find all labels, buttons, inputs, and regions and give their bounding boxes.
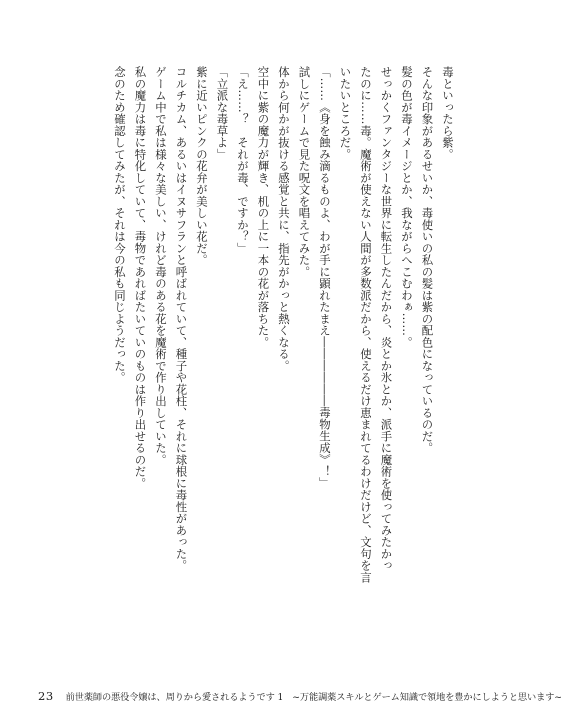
text-column: 空中に紫の魔力が輝き、机の上に一本の花が落ちた。 bbox=[256, 66, 271, 348]
vertical-text-body bbox=[38, 66, 458, 666]
text-column: 私の魔力は毒に特化していて、毒物であればたいていのものは作り出せるのだ。 bbox=[133, 66, 148, 489]
page-footer bbox=[38, 689, 562, 703]
text-column: 念のため確認してみたが、それは今の私も同じようだった。 bbox=[113, 66, 127, 384]
text-column: いたいところだ。 bbox=[338, 66, 353, 160]
text-column: 毒といったら紫。 bbox=[441, 66, 455, 160]
text-column: そんな印象があるせいか、毒使いの私の髪は紫の配色になっているのだ。 bbox=[420, 66, 435, 454]
text-column: 髪の色が毒イメージとか、我ながらへこむわぁ……。 bbox=[400, 66, 414, 348]
running-title: 前世薬師の悪役令嬢は、周りから愛されるようです 1 ~万能調薬スキルとゲーム知識で領地を豊かにしようと思います~ bbox=[65, 692, 562, 703]
text-column: 体から何かが抜ける感覚と共に、指先がかっと熱くなる。 bbox=[277, 66, 291, 372]
text-column: 紫に近いピンクの花弁が美しい花だ。 bbox=[195, 66, 209, 266]
text-column: 「え……？ それが毒、ですか？」 bbox=[236, 66, 250, 254]
text-column: せっかくファンタジーな世界に転生したんだから、炎とか氷とか、派手に魔術を使ってみたかっ bbox=[379, 66, 394, 572]
text-column: ゲーム中で私は様々な美しい、けれど毒のある花を魔術で作り出していた。 bbox=[154, 66, 168, 466]
page-number: 23 bbox=[38, 689, 54, 703]
text-column: 「……《身を蝕み滴るものよ、わが手に顕れたまえ――――――毒物生成》！」 bbox=[318, 66, 332, 489]
text-column: コルチカム、あるいはイヌサフランと呼ばれていて、種子や花柱、それに球根に毒性があった。 bbox=[174, 66, 189, 572]
text-column: 「立派な毒草よ」 bbox=[215, 66, 230, 160]
text-column: たのに……毒。魔術が使えない人間が多数派だから、使えるだけ恵まれてるわけだけど、文句を言 bbox=[359, 66, 373, 583]
text-column: 試しにゲームで見た呪文を唱えてみた。 bbox=[297, 66, 312, 278]
